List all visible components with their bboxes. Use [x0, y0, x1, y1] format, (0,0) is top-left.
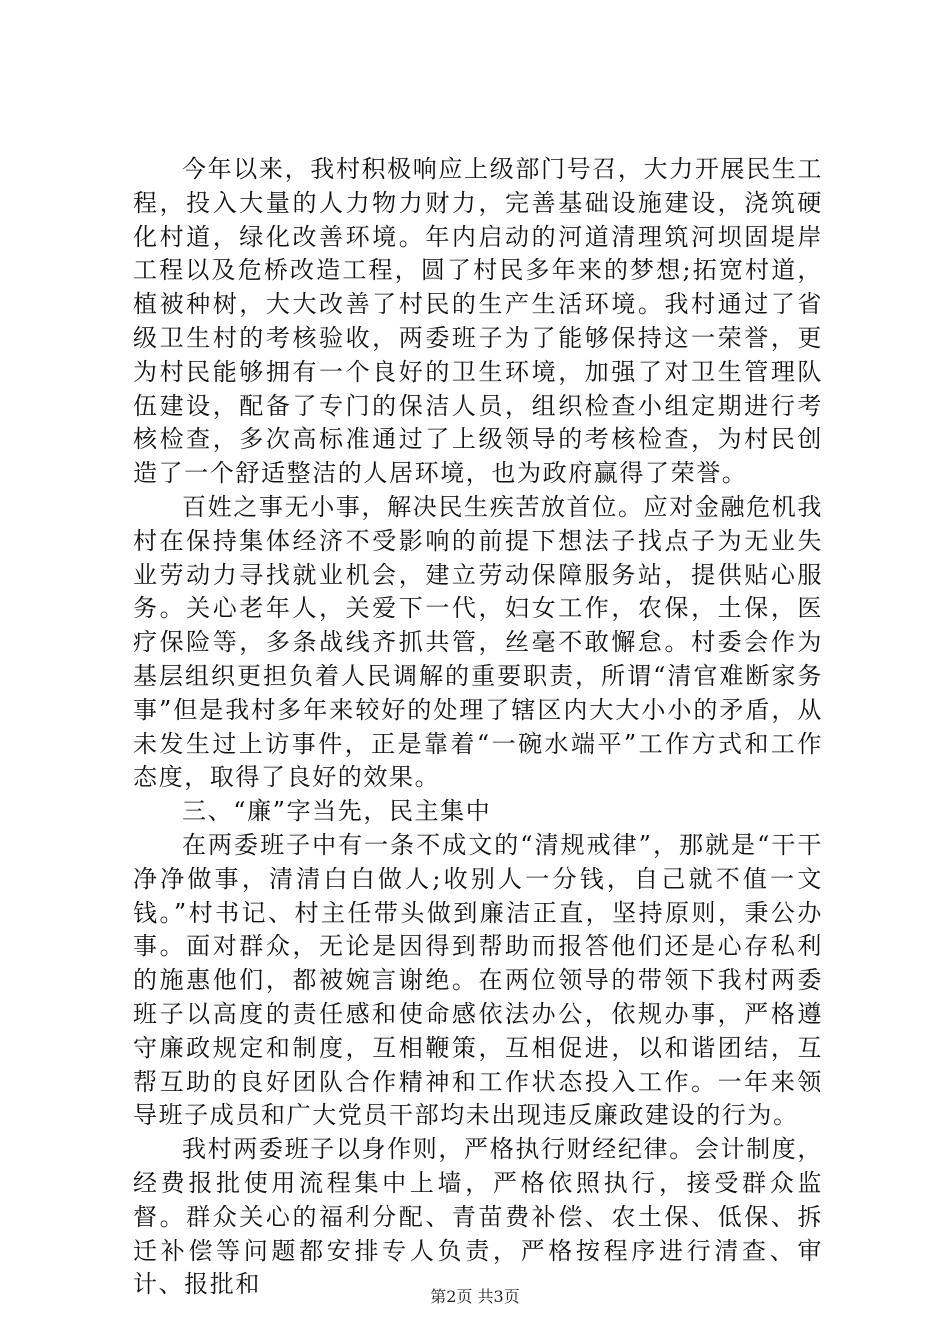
- paragraph-integrity-rules: 在两委班子中有一条不成文的“清规戒律”，那就是“干干净净做事，清清白白做人;收别人一分钱，自己就不值一文钱。”村书记、村主任带头做到廉洁正直，坚持原则，秉公办事。面对群众，无论是因得到帮助而报答他们还是心存私利的施惠他们，都被婉言谢绝。在两位领导的带领下我村两委班子以高度的责任感和使命感依法办公，依规办事，严格遵守廉政规定和制度，互相鞭策，互相促进，以和谐团结，互帮互助的良好团队合作精神和工作状态投入工作。一年来领导班子成员和广大党员干部均未出现违反廉政建设的行为。: [133, 830, 823, 1130]
- document-body: [133, 153, 823, 1302]
- page-footer: 第2页 共3页: [430, 1287, 520, 1306]
- section-heading-integrity: 三、“廉”字当先，民主集中: [182, 797, 492, 826]
- paragraph-financial-discipline: 我村两委班子以身作则，严格执行财经纪律。会计制度，经费报批使用流程集中上墙，严格依照执行，接受群众监督。群众关心的福利分配、青苗费补偿、农土保、低保、拆迁补偿等问题都安排专人负责，严格按程序进行清查、审计、报批和: [133, 1135, 823, 1299]
- paragraph-people-affairs: 百姓之事无小事，解决民生疾苦放首位。应对金融危机我村在保持集体经济不受影响的前提下想法子找点子为无业失业劳动力寻找就业机会，建立劳动保障服务站，提供贴心服务。关心老年人，关爱下一代，妇女工作，农保，土保，医疗保险等，多条战线齐抓共管，丝毫不敢懈怠。村委会作为基层组织更担负着人民调解的重要职责，所谓“清官难断家务事”但是我村多年来较好的处理了辖区内大大小小的矛盾，从未发生过上访事件，正是靠着“一碗水端平”工作方式和工作态度，取得了良好的效果。: [133, 492, 823, 792]
- paragraph-livelihood-projects: 今年以来，我村积极响应上级部门号召，大力开展民生工程，投入大量的人力物力财力，完善基础设施建设，浇筑硬化村道，绿化改善环境。年内启动的河道清理筑河坝固堤岸工程以及危桥改造工程，圆了村民多年来的梦想;拓宽村道，植被种树，大大改善了村民的生产生活环境。我村通过了省级卫生村的考核验收，两委班子为了能够保持这一荣誉，更为村民能够拥有一个良好的卫生环境，加强了对卫生管理队伍建设，配备了专门的保洁人员，组织检查小组定期进行考核检查，多次高标准通过了上级领导的考核检查，为村民创造了一个舒适整洁的人居环境，也为政府赢得了荣誉。: [133, 155, 823, 488]
